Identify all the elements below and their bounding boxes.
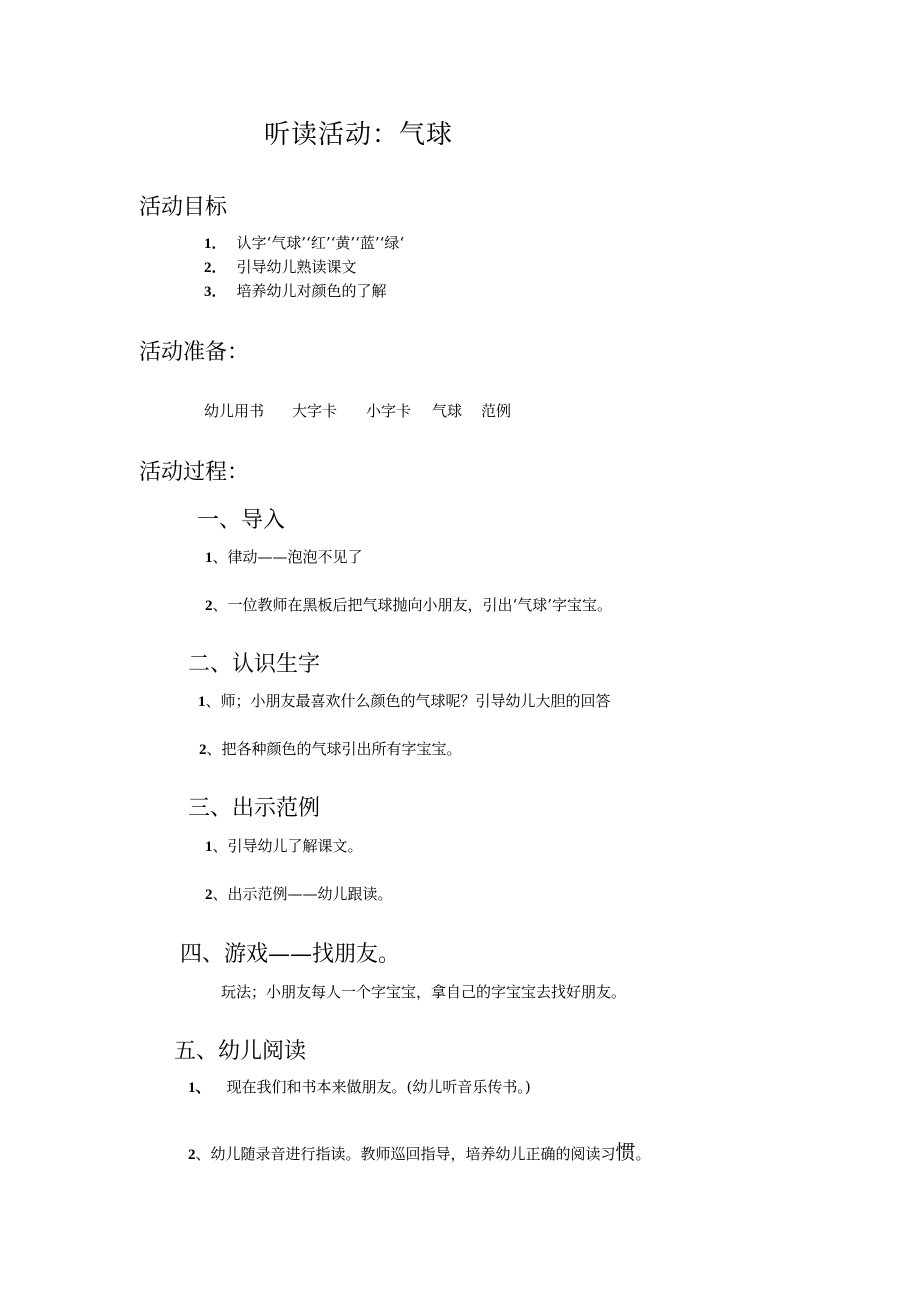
item-number: 2 bbox=[188, 1147, 196, 1163]
item-text-end: 。 bbox=[635, 1145, 651, 1163]
item-text: 、把各种颜色的气球引出所有字宝宝。 bbox=[206, 740, 462, 758]
page-title: 听读活动：气球 bbox=[264, 120, 454, 150]
item-number: 2 bbox=[205, 887, 213, 903]
goal-text: 引导幼儿熟读课文 bbox=[236, 258, 357, 276]
prep-heading: 活动准备： bbox=[139, 340, 250, 365]
item-number: 1、 bbox=[188, 1080, 211, 1096]
process-item bbox=[221, 985, 626, 1000]
section-heading: 一、导入 bbox=[197, 508, 286, 533]
item-number: 2 bbox=[199, 742, 207, 758]
section-heading: 四、游戏——找朋友。 bbox=[180, 942, 401, 967]
section-heading: 五、幼儿阅读 bbox=[174, 1039, 307, 1064]
prep-material: 气球 bbox=[432, 402, 463, 420]
goal-text: 认字‘气球’‘红’‘黄’‘蓝’‘绿‘ bbox=[236, 234, 405, 252]
process-item bbox=[188, 1142, 651, 1163]
item-text: 玩法；小朋友每人一个字宝宝，拿自己的字宝宝去找好朋友。 bbox=[221, 983, 627, 1001]
goal-item bbox=[204, 236, 404, 252]
process-item bbox=[205, 598, 612, 614]
item-text: 、师；小朋友最喜欢什么颜色的气球呢？引导幼儿大胆的回答 bbox=[205, 692, 611, 710]
goal-item bbox=[204, 260, 357, 276]
goal-number: 3． bbox=[204, 284, 227, 300]
goal-number: 1． bbox=[204, 236, 227, 252]
item-text: 、引导幼儿了解课文。 bbox=[212, 837, 363, 855]
prep-material: 大字卡 bbox=[292, 402, 338, 420]
item-text: 现在我们和书本来做朋友。(幼儿听音乐传书。) bbox=[226, 1078, 531, 1096]
item-text: 、幼儿随录音进行指读。教师巡回指导，培养幼儿正确的阅读习 bbox=[195, 1145, 616, 1163]
process-item bbox=[205, 887, 393, 903]
item-number: 1 bbox=[205, 839, 213, 855]
section-heading: 三、出示范例 bbox=[188, 796, 321, 821]
goal-text: 培养幼儿对颜色的了解 bbox=[236, 282, 387, 300]
goals-heading: 活动目标 bbox=[139, 195, 228, 220]
item-text-tail: 惯 bbox=[615, 1140, 636, 1164]
process-item bbox=[199, 742, 462, 758]
section-heading: 二、认识生字 bbox=[188, 652, 321, 677]
item-number: 1 bbox=[205, 550, 213, 566]
process-item bbox=[188, 1080, 531, 1096]
prep-material: 范例 bbox=[481, 402, 512, 420]
process-item bbox=[198, 694, 611, 710]
process-item bbox=[205, 550, 363, 566]
goal-item bbox=[204, 284, 387, 300]
prep-material: 小字卡 bbox=[366, 402, 412, 420]
process-item bbox=[205, 839, 363, 855]
item-text: 、出示范例——幼儿跟读。 bbox=[212, 885, 393, 903]
prep-material: 幼儿用书 bbox=[204, 402, 265, 420]
item-text: 、律动——泡泡不见了 bbox=[212, 548, 363, 566]
item-number: 1 bbox=[198, 694, 206, 710]
item-text: 、一位教师在黑板后把气球抛向小朋友，引出‘气球’字宝宝。 bbox=[212, 596, 613, 614]
process-heading: 活动过程： bbox=[139, 460, 250, 485]
goal-number: 2． bbox=[204, 260, 227, 276]
item-number: 2 bbox=[205, 598, 213, 614]
